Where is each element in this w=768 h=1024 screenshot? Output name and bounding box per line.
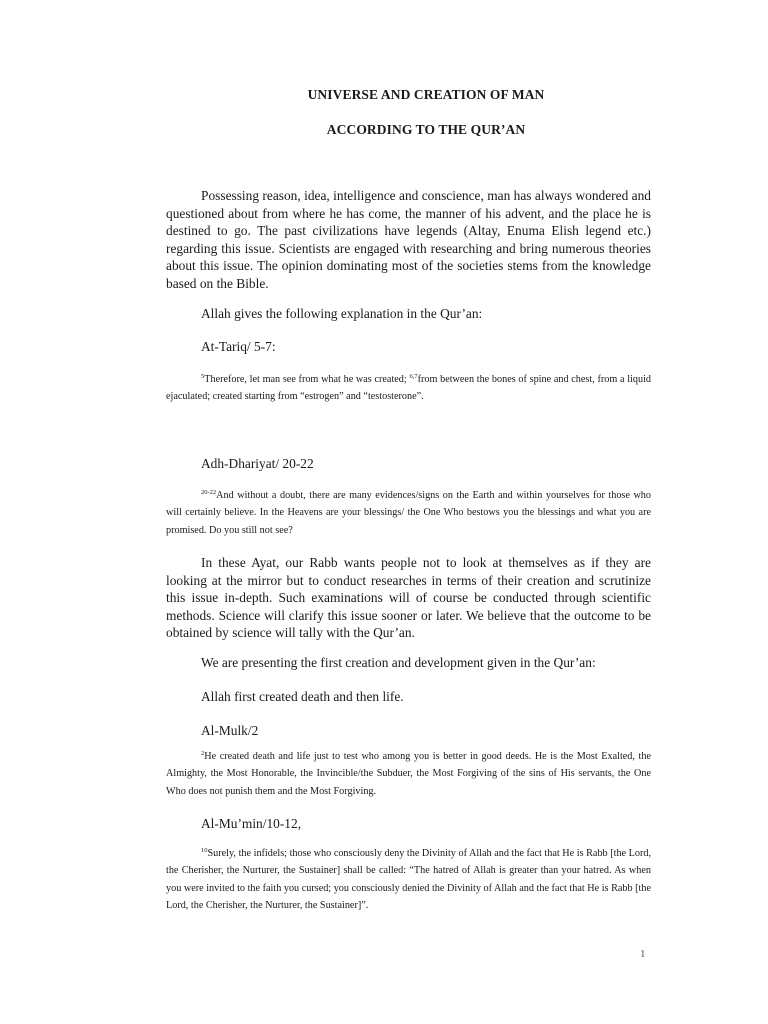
verse-al-mumin: [166, 845, 651, 915]
presenting-line: We are presenting the first creation and development given in the Qur’an:: [201, 655, 596, 670]
page-number: 1: [640, 948, 646, 960]
verse-text: from between the bones of spine and chest, from a liquid ejaculated; created starting from “estrogen” and “testosterone”.: [166, 374, 651, 403]
verse-number: 20-22: [201, 489, 217, 496]
intro-paragraph: Possessing reason, idea, intelligence and conscience, man has always wondered and questioned about from where he has come, the manner of his advent, and the place he is destined to go. The past civilizations have legends (Altay, Enuma Elish legend etc.) regarding this issue. Scientists are engaged with researching and bring numerous theories about this issue. The opinion dominating most of the societies stems from the knowledge based on the Bible.: [166, 188, 651, 291]
reference-al-mulk: Al-Mulk/2: [201, 723, 259, 738]
verse-text: Surely, the infidels; those who consciously deny the Divinity of Allah and the fact that He is Rabb [the Lord, the Cherisher, the Nurturer, the Sustainer] shall be called: “The hatred of Allah is greater than your hatred. As when you were invited to the faith you cursed; you consciously denied the Divinity of Allah and the fact that He is Rabb [the Lord, the Cherisher, the Nurturer, the Sustainer]”.: [166, 848, 651, 912]
reference-adh-dhariyat: Adh-Dhariyat/ 20-22: [201, 456, 314, 471]
verse-at-tariq: [166, 371, 651, 406]
verse-text: He created death and life just to test who among you is better in good deeds. He is the Most Exalted, the Almighty, the Most Honorable, the Invincible/the Subduer, the Most Forgiving of the sins of His servants, the One Who does not punish them and the Most Forgiving.: [166, 751, 651, 797]
title-line-1: UNIVERSE AND CREATION OF MAN: [307, 87, 545, 102]
verse-text: Therefore, let man see from what he was created;: [204, 374, 410, 385]
ayat-paragraph: In these Ayat, our Rabb wants people not to look at themselves as if they are looking at the mirror but to conduct researches in terms of their creation and scrutinize this issue in-depth. Such examinations will of course be conducted through scientific methods. Science will clarify this issue sooner or later. We believe that the outcome to be obtained by science will tally with the Qur’an.: [166, 555, 651, 641]
verse-number: 5: [201, 373, 205, 380]
verse-al-mulk: [166, 748, 651, 800]
verse-adh-dhariyat: [166, 487, 651, 539]
reference-at-tariq: At-Tariq/ 5-7:: [201, 339, 276, 354]
explanation-intro: Allah gives the following explanation in the Qur’an:: [201, 306, 483, 321]
verse-number: 2: [201, 750, 205, 757]
title-line-2: ACCORDING TO THE QUR’AN: [326, 122, 526, 137]
death-life-line: Allah first created death and then life.: [201, 689, 404, 704]
reference-al-mumin: Al-Mu’min/10-12,: [201, 816, 302, 831]
verse-text: And without a doubt, there are many evidences/signs on the Earth and within yourselves for those who will certainly believe. In the Heavens are your blessings/ the One Who bestows you the blessings and what you are promised. Do you still not see?: [166, 490, 651, 536]
verse-number: 6,7: [409, 373, 418, 380]
verse-number: 10: [201, 847, 208, 854]
